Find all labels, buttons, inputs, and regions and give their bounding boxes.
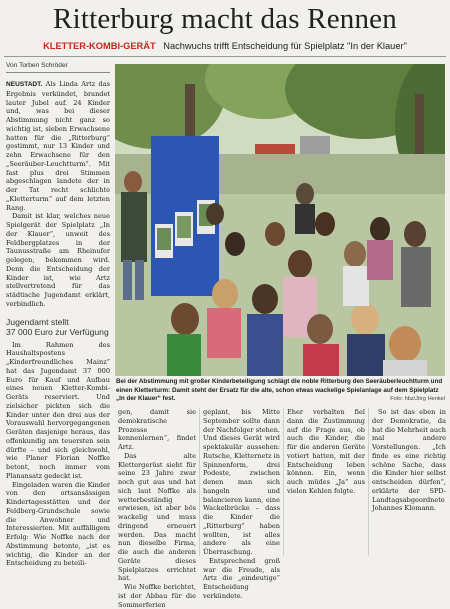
body-paragraph: So ist das eben in der Demokratie, da hat die Mehrheit auch mal andere Vorstellungen. „Ich finde es eine richtig schöne Sache, dass die Kinder hier selbst entscheiden dürfen“, erklärte der SPD-Landtagsabgeordnete Johannes Klomann. — [372, 408, 446, 513]
body-paragraph: Entsprechend groß war die Freude, als Artz die „eindeutige“ Entscheidung verkündete. — [203, 556, 280, 600]
column-divider — [368, 408, 369, 556]
kicker: KLETTER-KOMBI-GERÄT — [43, 41, 156, 51]
subhead — [0, 40, 450, 52]
interhead — [6, 317, 110, 337]
paragraph-1-text: Als Linda Artz das Ergebnis verkündet, brandet lauter Jubel auf. 24 Kinder und, was bei dieser Abstimmung nicht ganz so wichtig ist, sieben Erwachsene hatten für die „Ritterburg“ gestimmt, nur 13 Kinder und zehn Erwachsene für den „Seeräuber-Leuchtturm“. Mit fast plus drei Stimmen abgeschlagen landete der in der Tat recht schlichte „Kletterturm“ auf dem letzten Rang. — [6, 80, 110, 212]
column-divider — [199, 408, 200, 556]
photo-credit: Foto: hbz/Jörg Henkel — [390, 396, 445, 403]
body-paragraph: Das alte Klettergerüst sieht für seine 23 Jahre zwar noch gut aus und hat sich laut Noffke als wetterbeständig erwiesen, ist aber bös wackelig und muss dringend erneuert werden. Das macht nun dieselbe Firma, die auch die anderen Geräte dieses Spielplatzes errichtet hat. — [118, 451, 196, 583]
body-paragraph: gen, damit sie demokratische Prozesse kennenlernen“, findet Artz. — [118, 408, 196, 451]
paragraph-2: Damit ist klar, welches neue Spielgerät der Spielplatz „In der Klauer“, unweit des Feldbergplatzes in der Taunusstraße am Rheinufer gelegen, bekommen wird. Denn die Entscheidung der Kinder ist, wie Artz stellvertretend für das städtische Jugendamt erklärt, verbindlich. — [6, 212, 110, 308]
left-column — [6, 80, 110, 568]
caption-text: Bei der Abstimmung mit großer Kinderbeteiligung schlägt die noble Ritterburg den Seeräuberleuchtturm und einen Kletterturm: Damit steht der Ersatz für die alte, schon etwas wackelige Spielanlage auf dem Spielplatz „In der Klauer“ fest. — [116, 378, 443, 403]
paragraph-4: Eingeladen waren die Kinder von den ortsansässigen Kindertagesstätten und der Feldberg-Grundschule sowie die Anwohner und Interessierten. Mit auffälligem Erfolg: Wie Noffke nach der Abstimmung betonte, „ist es wichtig, die Kinder an der Entscheidung zu beteili- — [6, 480, 110, 568]
dateline: NEUSTADT. — [6, 81, 43, 88]
top-divider — [4, 56, 446, 57]
body-column-3 — [287, 408, 365, 556]
photo — [115, 64, 445, 376]
body-paragraph: Eher verhalten fiel dann die Zustimmung auf die Frage aus, ob auch die Kinder, die für die anderen Geräte votiert hatten, mit der Entscheidung leben können. Ein, wenn auch müdes „Ja“ aus vielen Kehlen folgte. — [287, 408, 365, 495]
interhead-line-1: Jugendamt stellt — [6, 316, 69, 327]
body-paragraph: Wie Noffke berichtet, ist der Abbau für die Sommerferien — [118, 583, 196, 609]
body-column-2 — [203, 408, 280, 600]
body-column-4 — [372, 408, 446, 556]
paragraph-3: Im Rahmen des Haushaltspostens „Kinderfreundliches Mainz“ hat das Jugendamt 37 000 Euro für Kauf und Aufbau eines neuen Kletter-Kombi-Geräts reserviert. Und zielsicher pickten sich die Kinder unter den drei aus der Vorauswahl hervorgegangenen Geräten dasjenige heraus, das offenkundig am teuersten sein dürfte – und sich gleichwohl, wie Planer Florian Noffke betont, noch immer vom Planansatz gedeckt ist. — [6, 340, 110, 480]
photo-scene — [115, 64, 445, 376]
column-divider — [283, 408, 284, 556]
photo-caption — [116, 378, 445, 404]
headline: Ritterburg macht das Rennen — [53, 3, 397, 35]
subtitle: Nachwuchs trifft Entscheidung für Spielplatz "In der Klauer" — [163, 41, 407, 51]
interhead-line-2: 37 000 Euro zur Verfügung — [6, 326, 109, 337]
byline: Von Torben Schröder — [6, 61, 110, 73]
body-column-1 — [118, 408, 196, 609]
body-paragraph: geplant, bis Mitte September sollte dann der Nachfolger stehen. Und dieses Gerät wird spektakulär aussehen: Rutsche, Kletternetz in Spinnenform, drei Podeste, zwischen denen man sich hangeln und balancieren kann, eine Wackelbrücke – dass die Kinder die „Ritterburg“ haben wollten, ist alles andere als eine Überraschung. — [203, 408, 280, 556]
paragraph-1 — [6, 80, 110, 212]
